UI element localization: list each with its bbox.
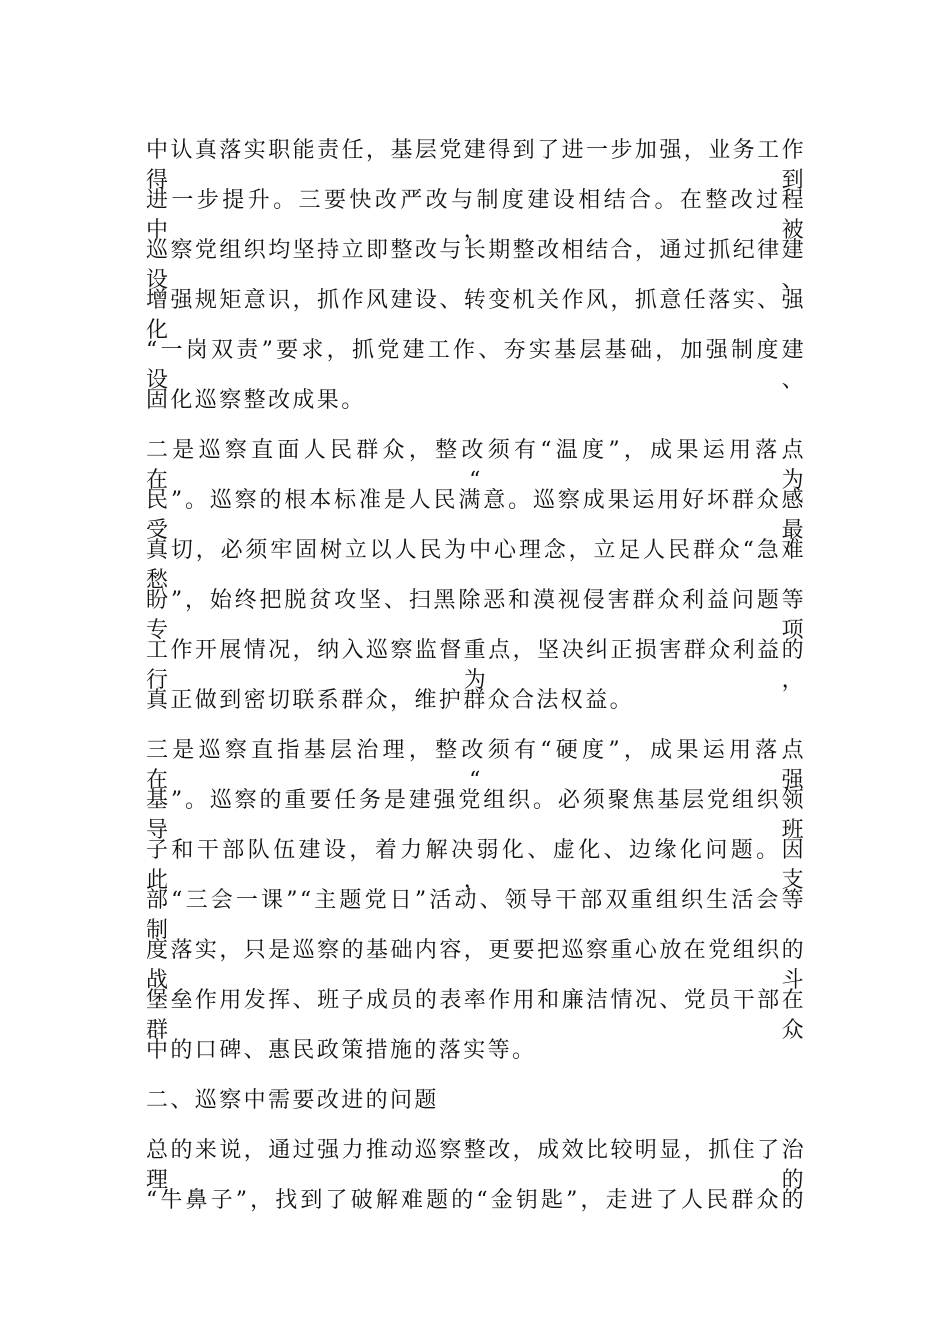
text-line: 子和干部队伍建设，着力解决弱化、虚化、边缘化问题。因此，支 <box>146 838 806 893</box>
text-line: 堡垒作用发挥、班子成员的表率作用和廉洁情况、党员干部在群众 <box>146 988 806 1043</box>
text-line: 进一步提升。三要快改严改与制度建设相结合。在整改过程中，被 <box>146 188 806 243</box>
text-line: 总的来说，通过强力推动巡察整改，成效比较明显，抓住了治理的 <box>146 1138 806 1193</box>
paragraph-heading-line: 二是巡察直面人民群众，整改须有“温度”，成果运用落点在“为 <box>146 438 806 493</box>
text-line: 度落实，只是巡察的基础内容，更要把巡察重心放在党组织的战斗 <box>146 938 806 993</box>
text-line: “一岗双责”要求，抓党建工作、夯实基层基础，加强制度建设、 <box>146 338 806 393</box>
text-line: 基”。巡察的重要任务是建强党组织。必须聚焦基层党组织领导班 <box>146 788 806 843</box>
text-line: 增强规矩意识，抓作风建设、转变机关作风，抓意任落实、强化 <box>146 288 806 343</box>
text-line: 民”。巡察的根本标准是人民满意。巡察成果运用好坏群众感受最 <box>146 488 806 543</box>
paragraph-heading-line: 三是巡察直指基层治理，整改须有“硬度”，成果运用落点在“强 <box>146 738 806 793</box>
text-line: 中认真落实职能责任，基层党建得到了进一步加强，业务工作得到 <box>146 138 806 193</box>
text-line: 巡察党组织均坚持立即整改与长期整改相结合，通过抓纪律建设、 <box>146 238 806 293</box>
text-line: 真正做到密切联系群众，维护群众合法权益。 <box>146 688 635 713</box>
text-line: 部“三会一课”“主题党日”活动、领导干部双重组织生活会等制 <box>146 888 806 943</box>
text-line: 盼”，始终把脱贫攻坚、扫黑除恶和漠视侵害群众利益问题等专项 <box>146 588 806 643</box>
section-heading: 二、巡察中需要改进的问题 <box>146 1088 439 1113</box>
text-line: 固化巡察整改成果。 <box>146 388 366 413</box>
text-line: 真切，必须牢固树立以人民为中心理念，立足人民群众“急难愁 <box>146 538 806 593</box>
text-line: “牛鼻子”，找到了破解难题的“金钥匙”，走进了人民群众的 <box>146 1188 806 1213</box>
text-line: 工作开展情况，纳入巡察监督重点，坚决纠正损害群众利益的行为， <box>146 638 806 693</box>
text-line: 中的口碑、惠民政策措施的落实等。 <box>146 1038 537 1063</box>
